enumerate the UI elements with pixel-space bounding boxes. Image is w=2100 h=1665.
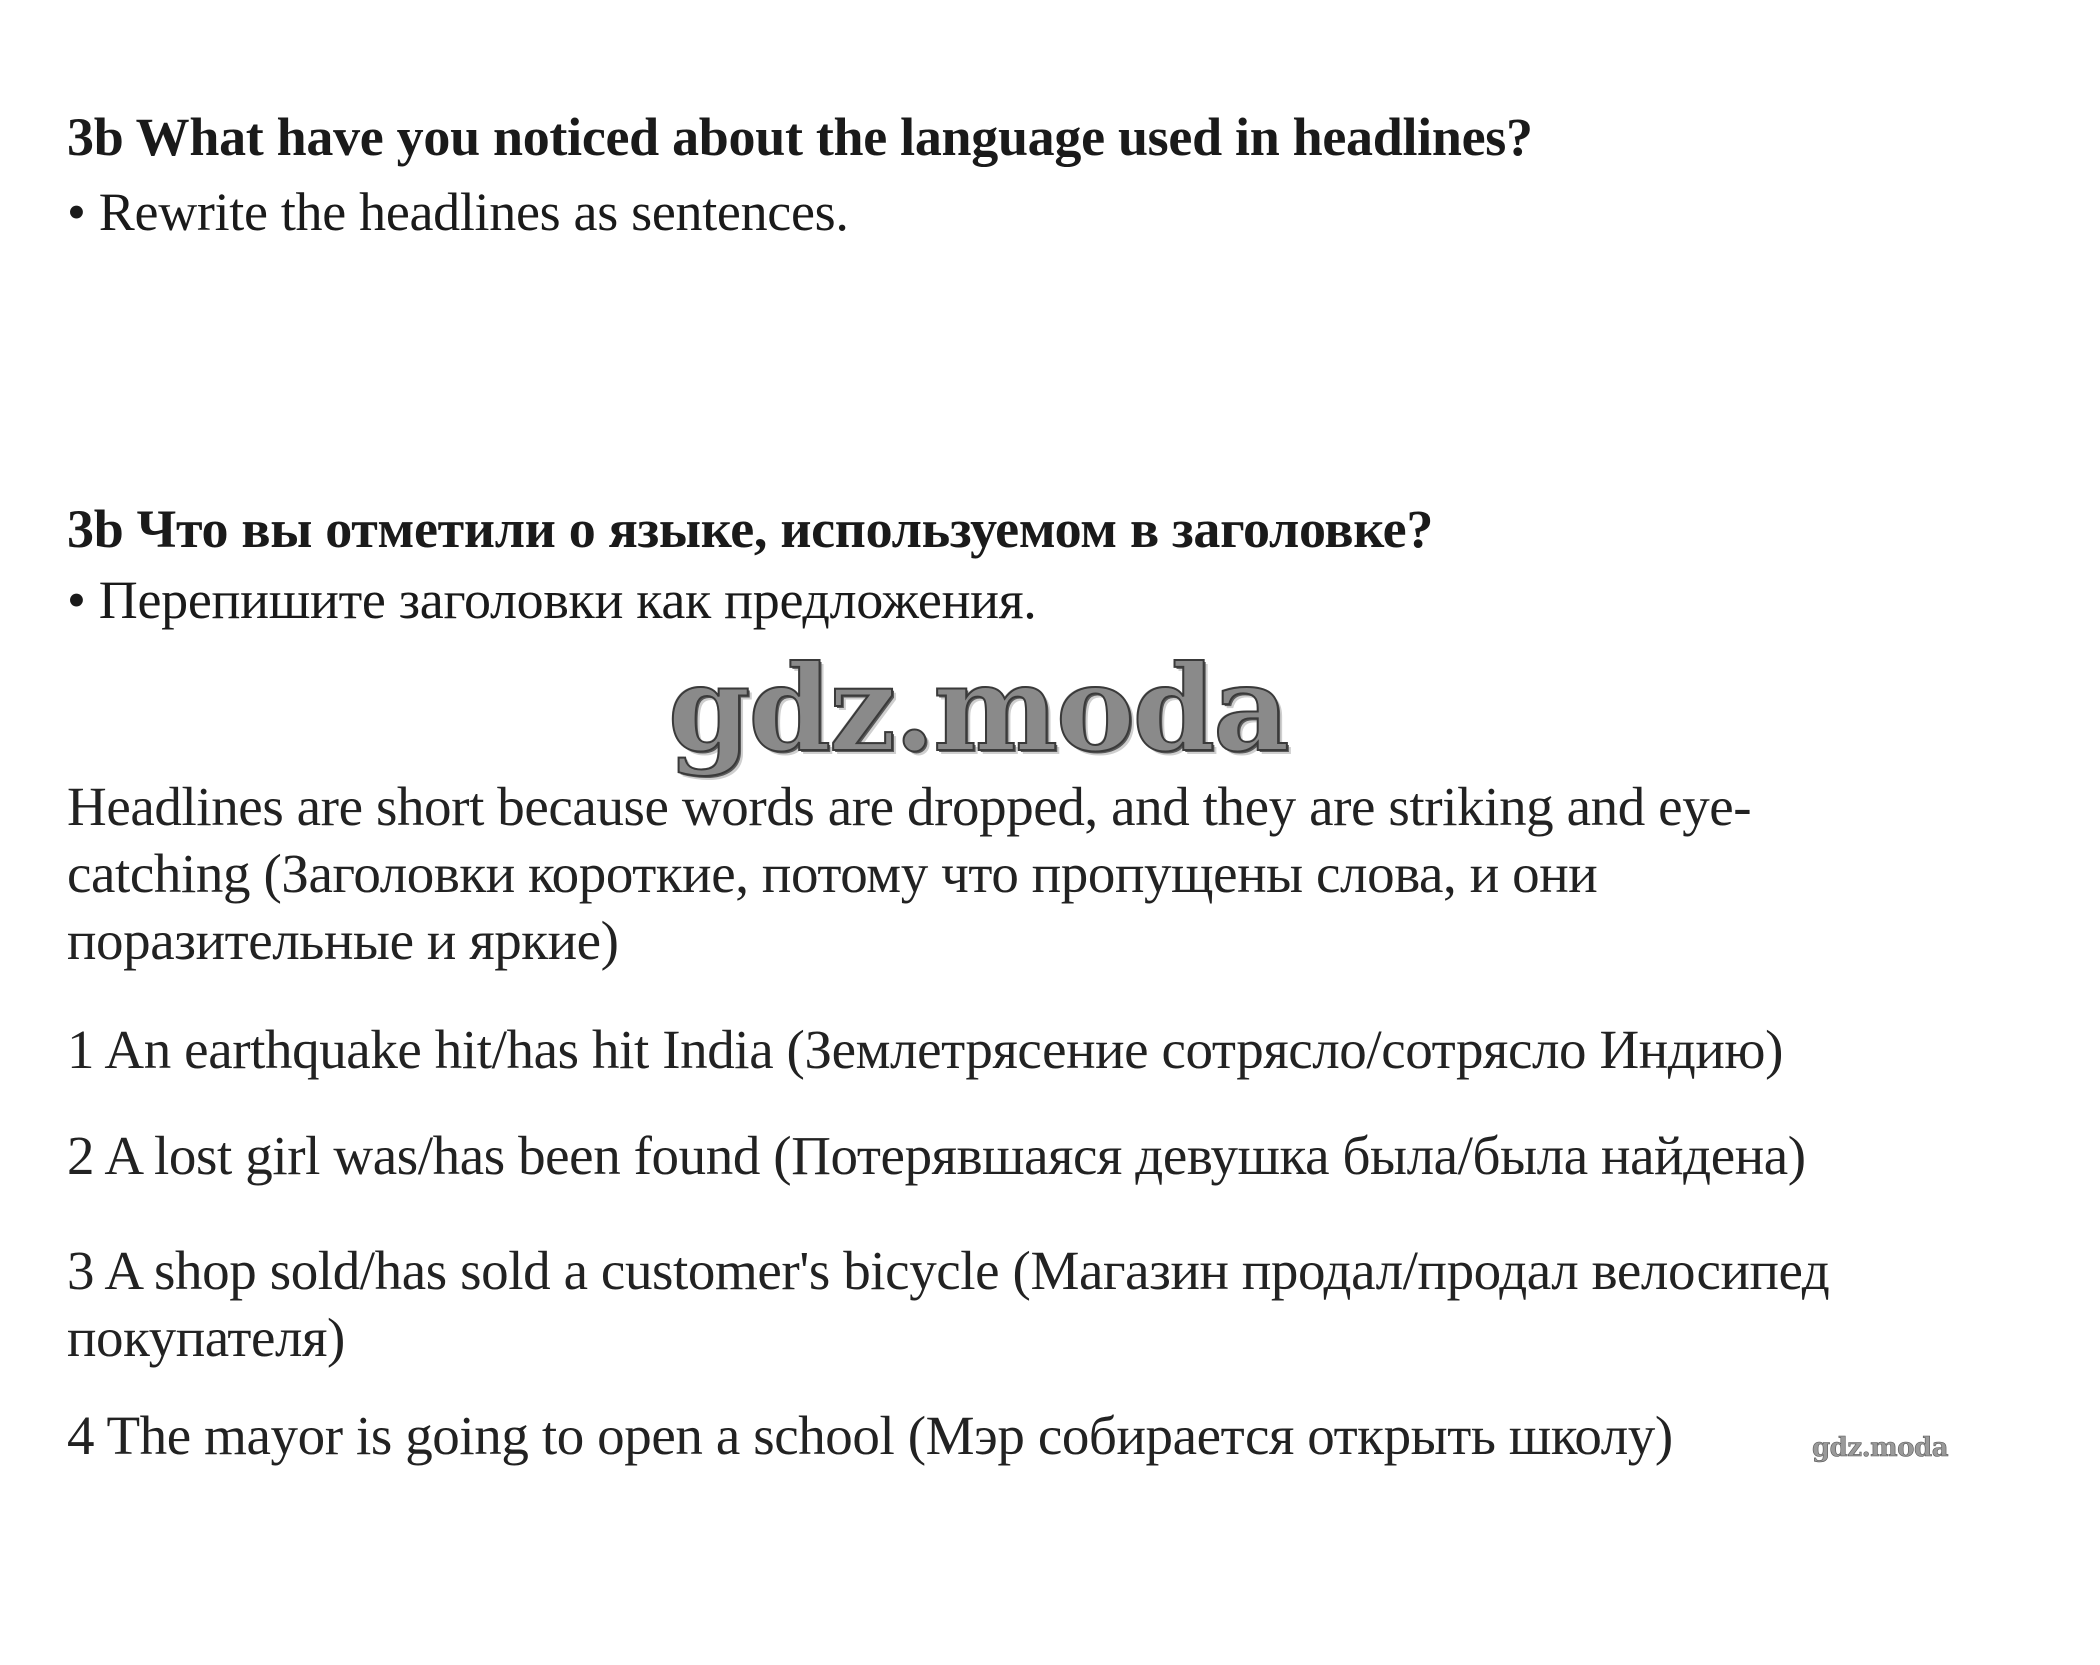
russian-task-heading: 3b Что вы отметили о языке, используемом в заголовке? [67,499,1434,559]
watermark-small-logo: gdz.moda [1812,1433,1949,1463]
answer-item-1: 1 An earthquake hit/has hit India (Землетрясение сотрясло/сотрясло Индию) [67,1019,1784,1080]
answer-item-3: 3 A shop sold/has sold a customer's bicycle (Магазин продал/продал велосипед покупателя) [67,1240,1830,1368]
watermark-logo: gdz.moda [668,639,1288,778]
english-task-instruction: • Rewrite the headlines as sentences. [67,182,849,242]
answer-intro-paragraph: Headlines are short because words are dropped, and they are striking and eye-catching (Заголовки короткие, потому что пропущены слова, и они поразительные и яркие) [67,776,1752,971]
russian-task-instruction: • Перепишите заголовки как предложения. [67,570,1037,630]
answer-item-2: 2 A lost girl was/has been found (Потерявшаяся девушка была/была найдена) [67,1125,1806,1186]
answer-item-4: 4 The mayor is going to open a school (Мэр собирается открыть школу) [67,1405,1673,1466]
english-task-heading: 3b What have you noticed about the language used in headlines? [67,107,1533,167]
